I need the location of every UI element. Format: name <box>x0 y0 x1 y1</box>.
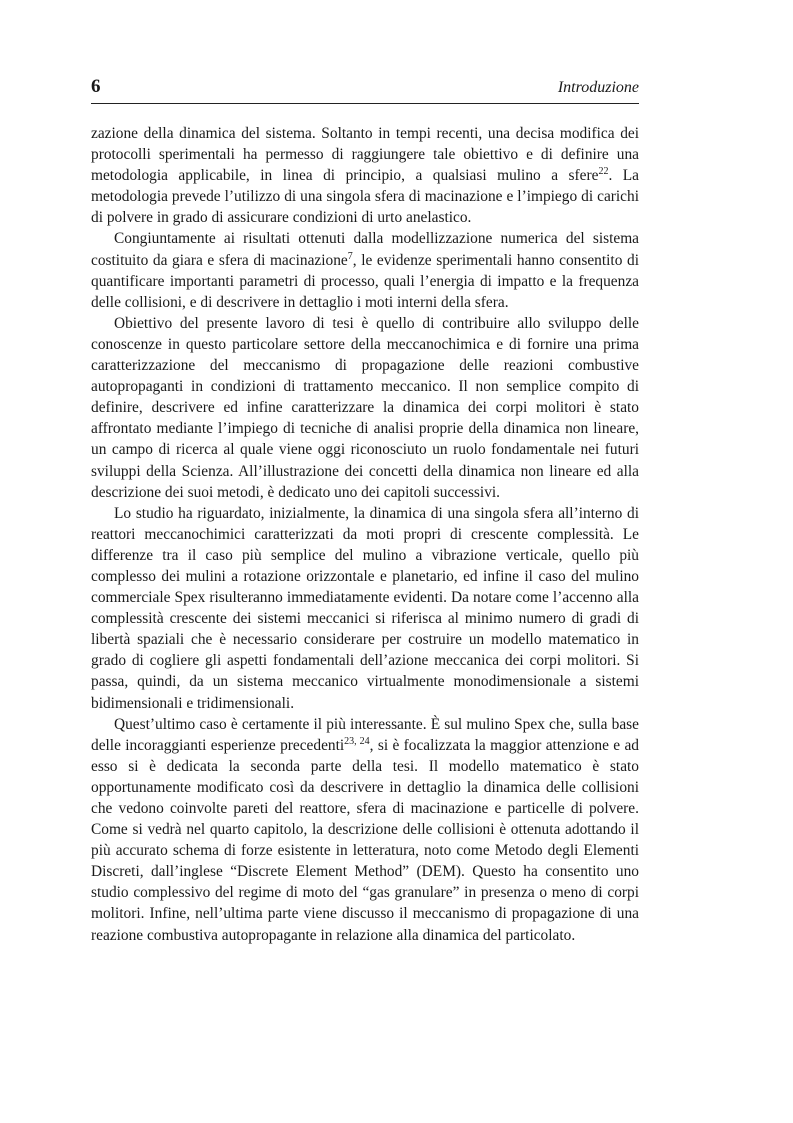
paragraph-1 <box>91 123 639 228</box>
paragraph-text: Obiettivo del presente lavoro di tesi è quello di contribuire allo sviluppo delle conoscenze in questo particolare settore della meccanochimica e di fornire una prima caratterizzazione del meccanismo di propagazione delle reazioni combustive autopropaganti in condizioni di trattamento meccanico. Il non semplice compito di definire, descrivere ed infine caratterizzare la dinamica dei corpi molitori è stato affrontato mediante l’impiego di tecniche di analisi proprie della dinamica non lineare, un campo di ricerca al quale viene oggi riconosciuto un ruolo fondamentale nei futuri sviluppi della Scienza. All’illustrazione dei concetti della dinamica non lineare ed alla descrizione dei suoi metodi, è dedicato uno dei capitoli successivi. <box>91 314 639 501</box>
paragraph-text: Quest’ultimo caso è certamente il più interessante. È sul mulino Spex che, sulla base delle incoraggianti esperienze precedenti <box>91 715 639 754</box>
paragraph-2 <box>91 228 639 312</box>
paragraph-text: , le evidenze sperimentali hanno consentito di quantificare importanti parametri di processo, quali l’energia di impatto e la frequenza delle collisioni, e di descrivere in dettaglio i moti interni della sfera. <box>91 251 639 311</box>
paragraph-text: . La metodologia prevede l’utilizzo di una singola sfera di macinazione e l’impiego di carichi di polvere in grado di assicurare condizioni di urto anelastico. <box>91 167 640 227</box>
header-rule <box>91 103 639 104</box>
citation-ref: 22 <box>598 166 609 178</box>
paragraph-text: , si è focalizzata la maggior attenzione e ad esso si è dedicata la seconda parte della tesi. Il modello matematico è stato opportunamente modificato così da descrivere in dettaglio la dinamica delle collisioni che vedono coinvolte pareti del reattore, sfera di macinazione e particelle di polvere. Come si vedrà nel quarto capitolo, la descrizione delle collisioni è ottenuta adottando il più accurato schema di forze esistente in letteratura, noto come Metodo degli Elementi Discreti, dall’inglese “Discrete Element Method” (DEM). Questo ha consentito uno studio complessivo del regime di moto del “gas granulare” in presenza o meno di corpi molitori. Infine, nell’ultima parte viene discusso il meccanismo di propagazione di una reazione combustiva autopropagante in relazione alla dinamica del particolato. <box>91 736 639 944</box>
paragraph-4 <box>91 503 639 714</box>
paragraph-text: Lo studio ha riguardato, inizialmente, la dinamica di una singola sfera all’interno di reattori meccanochimici caratterizzati da moti propri di crescente complessità. Le differenze tra il caso più semplice del mulino a vibrazione verticale, quello più complesso dei mulini a rotazione orizzontale e planetario, ed infine il caso del mulino commerciale Spex risulteranno immediatamente evidenti. Da notare come l’accenno alla complessità crescente dei sistemi meccanici si riferisca al minimo numero di gradi di libertà spaziali che è necessario considerare per costruire un modello matematico in grado di cogliere gli aspetti fondamentali dell’azione meccanica dei corpi molitori. Si passa, quindi, da un sistema meccanico virtualmente monodimensionale a sistemi bidimensionali e tridimensionali. <box>91 504 639 712</box>
paragraph-text: zazione della dinamica del sistema. Soltanto in tempi recenti, una decisa modifica dei protocolli sperimentali ha permesso di raggiungere tale obiettivo e di definire una metodologia applicabile, in linea di principio, a qualsiasi mulino a sfere <box>91 125 639 185</box>
paragraph-3 <box>91 313 639 503</box>
page-header <box>91 76 639 100</box>
running-title: Introduzione <box>557 79 639 96</box>
paragraph-text: Congiuntamente ai risultati ottenuti dalla modellizzazione numerica del sistema costituito da giara e sfera di macinazione <box>91 230 639 269</box>
paragraph-5 <box>91 714 639 946</box>
citation-ref: 23, 24 <box>344 735 370 747</box>
citation-ref: 7 <box>347 250 353 262</box>
page-number: 6 <box>91 76 101 97</box>
body-text <box>91 123 639 946</box>
